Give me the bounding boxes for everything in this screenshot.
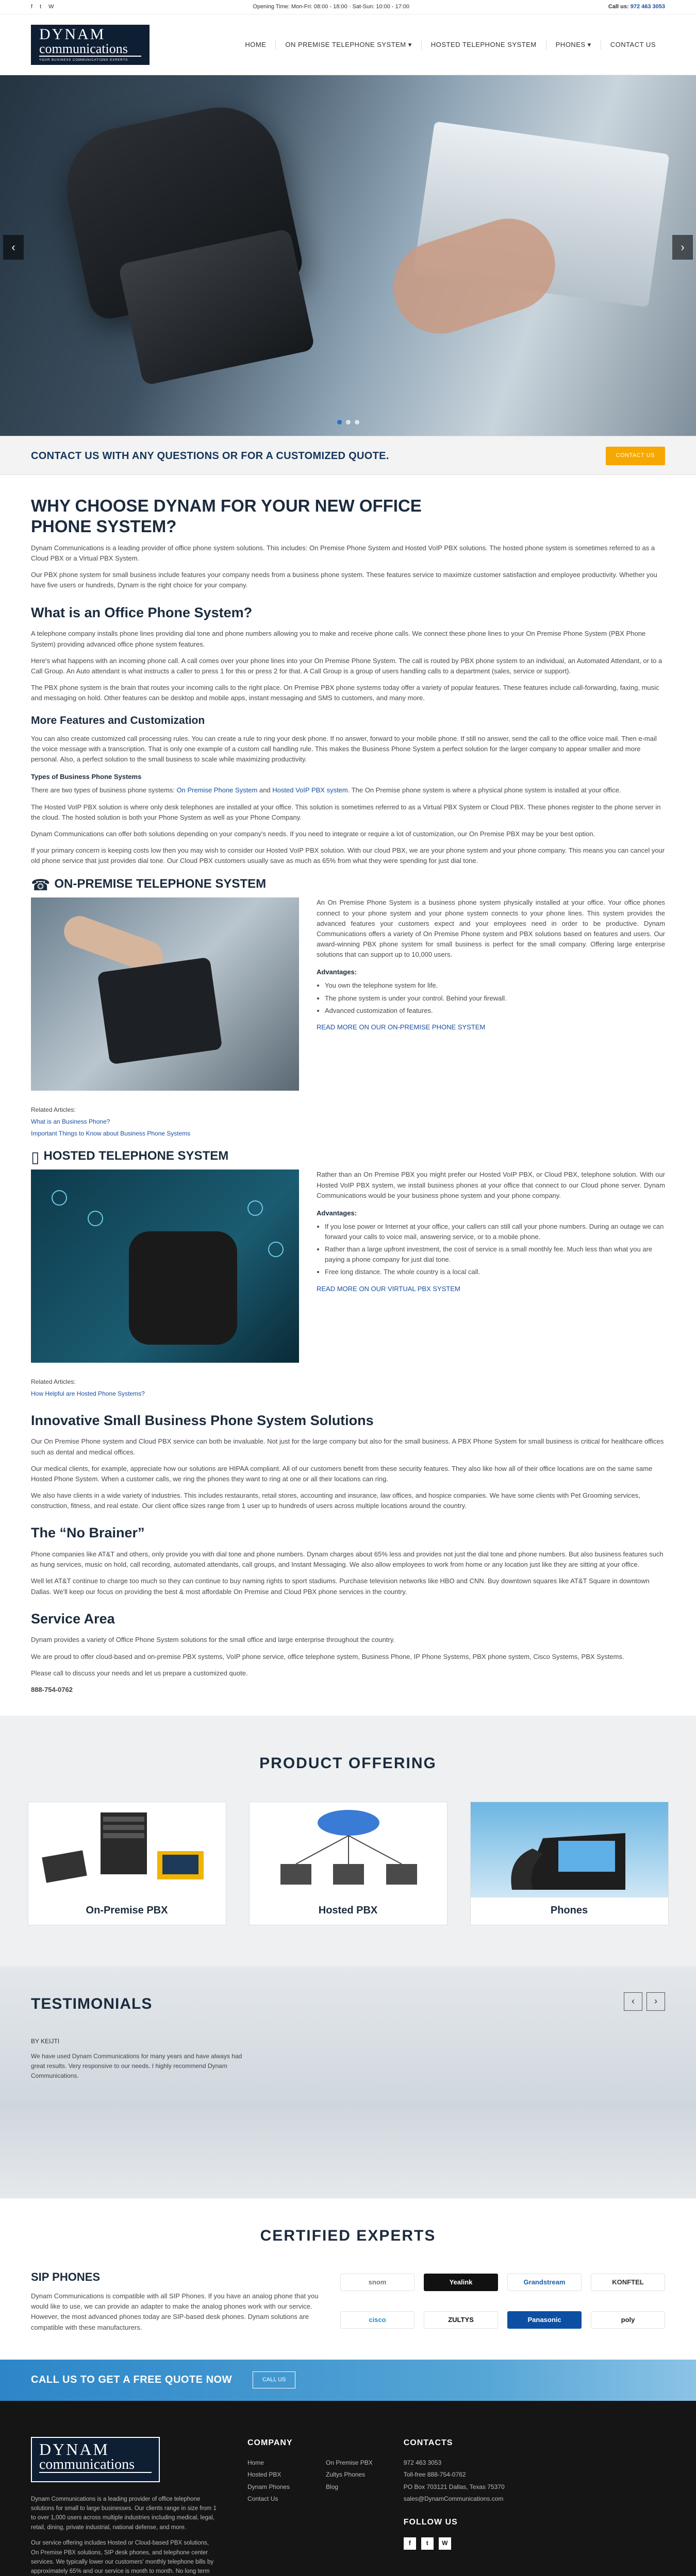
footer-company: COMPANY Home Hosted PBX Dynam Phones Contact Us On Premise PBX Zultys Phones Blog bbox=[247, 2437, 373, 2576]
onprem-phone bbox=[97, 957, 223, 1065]
brand-logo: Panasonic bbox=[507, 2311, 582, 2329]
list-item: • You own the telephone system for life. bbox=[325, 980, 665, 991]
free-quote-bar bbox=[0, 2360, 696, 2401]
top-phone-link[interactable]: 972 463 3053 bbox=[630, 4, 665, 10]
advantages-list bbox=[325, 980, 665, 1015]
free-quote-text: CALL US TO GET A FREE QUOTE NOW bbox=[31, 2374, 232, 2386]
hosted-text: Rather than an On Premise PBX you might prefer our Hosted VoIP PBX, or Cloud PBX, telephone solution. With our Hosted VoIP PBX system, we install business phones at your office that connect to our Cloud phone server. Dynam Communications would be your business phone system and your phone company. bbox=[317, 1171, 665, 1199]
paragraph: Our PBX phone system for small business include features your company needs from a business phone system. These features service to maximize customer satisfaction and employee productivity. Whether you have five users or hundreds, Dynam is the right choice for your company. bbox=[31, 571, 657, 589]
list-item: • If you lose power or Internet at your office, your callers can still call your phone numbers. During an outage we can forward your calls to voice mail, answering service, or to a mobile phone. bbox=[325, 1222, 665, 1242]
product-card-phones[interactable] bbox=[470, 1802, 669, 1925]
cloud-app-icon bbox=[88, 1211, 103, 1226]
sip-title: SIP PHONES bbox=[31, 2270, 101, 2284]
testimonial-quote: We have used Dynam Communications for many years and have always had great results. Very responsive to our needs. I highly recommend Dynam Communications. bbox=[31, 2052, 242, 2080]
read-more-onprem-link[interactable]: READ MORE ON OUR ON-PREMISE PHONE SYSTEM bbox=[317, 1023, 486, 1031]
hosted-title: ▯ HOSTED TELEPHONE SYSTEM bbox=[31, 1149, 229, 1166]
product-card-hosted[interactable] bbox=[249, 1802, 448, 1925]
footer-tollfree[interactable]: Toll-free 888-754-0762 bbox=[403, 2471, 466, 2479]
certified-experts bbox=[0, 2198, 696, 2339]
call-us-button[interactable]: CALL US bbox=[253, 2371, 295, 2388]
top-social bbox=[31, 3, 54, 11]
section-heading: Service Area bbox=[31, 1611, 115, 1626]
types-heading: Types of Business Phone Systems bbox=[31, 773, 142, 781]
slider-dot[interactable] bbox=[337, 420, 342, 425]
phone-handset-icon: ☎ bbox=[31, 877, 51, 894]
brand-logo: ZULTYS bbox=[424, 2311, 498, 2329]
nav-phones[interactable]: PHONES ▾ bbox=[546, 40, 601, 50]
opening-hours: Opening Time: Mon-Fri: 08:00 - 18:00 · Sat-Sun: 10:00 - 17:00 bbox=[253, 4, 410, 10]
hosted-pbx-image bbox=[250, 1802, 447, 1897]
product-label: Hosted PBX bbox=[318, 1904, 378, 1916]
facebook-icon[interactable]: f bbox=[31, 4, 33, 10]
product-label: On-Premise PBX bbox=[86, 1904, 168, 1916]
sip-text: Dynam Communications is compatible with all SIP Phones. If you have an analog phone that you would like to use, we can provide an adapter to make the analog phones work with our service. However, the most advanced phones today are SIP-based desk phones. Dynam solutions are compatible with these manufacturers. bbox=[31, 2292, 319, 2331]
footer-link[interactable]: Hosted PBX bbox=[247, 2471, 281, 2479]
list-item: • The phone system is under your control. Behind your firewall. bbox=[325, 993, 665, 1004]
brand-logo: cisco bbox=[340, 2311, 415, 2329]
related-article-link[interactable]: How Helpful are Hosted Phone Systems? bbox=[31, 1389, 145, 1397]
footer-contacts: CONTACTS 972 463 3053 Toll-free 888-754-0762 PO Box 703121 Dallas, Texas 75370 sales@DynamCommunications.com FOLLOW US f t W bbox=[404, 2437, 505, 2576]
footer-about: Our service offering includes Hosted or Cloud-based PBX solutions, On Premise PBX solutions, SIP desk phones, and telephone center services. We typically lower our customers' monthly telephone bills by approximately 65% and our service is month to month. No long term bbox=[31, 2540, 214, 2575]
brand-logo: KONFTEL bbox=[591, 2274, 665, 2291]
onprem-feature bbox=[31, 897, 665, 1091]
paragraph: A telephone company installs phone lines providing dial tone and phone numbers allowing you to make and receive phone calls. We connect these phone lines to your On Premise Phone System (PBX Phone System) providing advanced office phone system features. bbox=[31, 630, 646, 648]
list-item: • Free long distance. The whole country is a local call. bbox=[325, 1267, 665, 1277]
hosted-voip-link[interactable]: Hosted VoIP PBX system bbox=[272, 786, 348, 794]
paragraph: The PBX phone system is the brain that routes your incoming calls to the right place. On Premise PBX phone systems today offer a variety of popular features. These features include call-forwarding, faxing, music and messaging on hold. Other features can be desktop and mobile apps, instant messaging and SMS to customers, and many more. bbox=[31, 683, 659, 702]
contact-us-button[interactable]: CONTACT US bbox=[606, 447, 666, 465]
site-logo[interactable]: DYNAM communications YOUR BUSINESS COMMUNICATIONS EXPERTS bbox=[31, 25, 150, 65]
slider-dot[interactable] bbox=[346, 420, 351, 425]
paragraph: You can also create customized call processing rules. You can create a rule to ring your desk phone. If no answer, forward to your mobile phone. If still no answer, send the call to the office voice mail. Then e-mail the voice message with a transcription. That is only one example of a custom call handling rule. This makes the Business Phone System a perfect solution for the larger company to appear smaller and more personal. Also, a perfect solution to the small business to scale while maximizing productivity. bbox=[31, 734, 657, 764]
section-heading: The “No Brainer” bbox=[31, 1525, 145, 1541]
paragraph: Dynam Communications can offer both solutions depending on your company's needs. If you need to integrate or require a lot of customization, our On Premise PBX may be your best option. bbox=[31, 829, 595, 838]
section-subheading: More Features and Customization bbox=[31, 715, 205, 727]
footer-link[interactable]: On Premise PBX bbox=[326, 2459, 373, 2466]
footer-address: PO Box 703121 Dallas, Texas 75370 bbox=[403, 2483, 505, 2490]
paragraph: We are proud to offer cloud-based and on-premise PBX systems, VoIP phone service, office telephone system, Business Phone, IP Phone Systems, PBX phone system, Cisco Systems, PBX Systems. bbox=[31, 1652, 624, 1660]
cta-text: CONTACT US WITH ANY QUESTIONS OR FOR A CUSTOMIZED QUOTE. bbox=[31, 450, 389, 462]
top-bar bbox=[0, 0, 696, 14]
onprem-text: An On Premise Phone System is a business phone system physically installed at your office. Your office phones connect to your phone system and your phone system connects to your phone lines. This system provides the advanced features your customers expect and your employees need in order to be productive. Dynam Communications offers a variety of On Premise Phone system and PBX solutions based on features and users. Our award-winning PBX phone system for small business is perfect for the small company. Offering large enterprise solutions that can support up to 10,000 users. bbox=[317, 899, 665, 959]
paragraph: Well let AT&T continue to charge too much so they can continue to buy naming rights to sport stadiums. Purchase television networks like HBO and CNN. Buy downtown squares like AT&T Square in downtown Dallas. We'll keep our focus on providing the best & most affordable On Premise and Cloud PBX phone services in the country. bbox=[31, 1577, 650, 1596]
footer-logo[interactable]: DYNAM communications bbox=[31, 2437, 160, 2482]
hosted-phone bbox=[129, 1231, 237, 1345]
advantages-list bbox=[325, 1222, 665, 1278]
paragraph: Phone companies like AT&T and others, only provide you with dial tone and phone numbers. Dynam charges about 65% less and provides not just the dial tone and phone numbers. But also business features such as hung services, music on hold, call recording, automated attendants, call groups, and Instant Messaging. We also allow employees to work from home or any location just like they are sitting at your office. bbox=[31, 1550, 664, 1569]
product-label: Phones bbox=[550, 1904, 588, 1916]
nav-home[interactable]: HOME bbox=[245, 40, 267, 48]
advantages-heading: Advantages: bbox=[317, 968, 357, 976]
onprem-title: ☎ ON-PREMISE TELEPHONE SYSTEM bbox=[31, 877, 267, 894]
main-nav bbox=[236, 40, 665, 50]
main-content bbox=[0, 475, 696, 1695]
wordpress-icon[interactable]: W bbox=[48, 4, 54, 10]
experts-title: CERTIFIED EXPERTS bbox=[260, 2227, 436, 2244]
paragraph: If your primary concern is keeping costs low then you may wish to consider our Hosted VoIP PBX solution. With our cloud PBX, we are your phone system and your phone company. This means you can cancel your old phone service that just provides dial tone. Our Cloud PBX customers usually save as much as 65% from what they were spending for just dial tone. bbox=[31, 846, 665, 865]
testimonial-author: BY KEIJTI bbox=[31, 2038, 60, 2045]
slider-prev-arrow-icon[interactable]: ‹ bbox=[3, 235, 24, 260]
footer-link[interactable]: Home bbox=[247, 2459, 264, 2466]
nav-contact[interactable]: CONTACT US bbox=[601, 40, 665, 50]
brand-logos bbox=[340, 2268, 665, 2339]
mobile-phone-icon: ▯ bbox=[31, 1149, 40, 1166]
cloud-app-icon bbox=[268, 1242, 284, 1257]
brand-logo: Grandstream bbox=[507, 2274, 582, 2291]
list-item: • Advanced customization of features. bbox=[325, 1006, 665, 1016]
hosted-image bbox=[31, 1170, 299, 1363]
brand-logo: Yealink bbox=[424, 2274, 498, 2291]
related-article-link[interactable]: What is an Business Phone? bbox=[31, 1117, 110, 1125]
testimonial-prev-icon[interactable]: ‹ bbox=[624, 1992, 642, 2011]
footer-phone[interactable]: 972 463 3053 bbox=[403, 2459, 442, 2466]
onprem-related: Related Articles: What is an Business Phone? Important Things to Know about Business Phone Systems bbox=[31, 1106, 191, 1137]
testimonial-next-icon[interactable]: › bbox=[647, 1992, 665, 2011]
paragraph: We also have clients in a wide variety of industries. This includes restaurants, retail stores, accounting and insurance, law offices, and hospice companies. We have some clients with Pet Grooming services, construction, fitness, and real estate. Our client office sizes range from 1 user up to hundreds of users across multiple locations around the country. bbox=[31, 1491, 640, 1510]
hosted-feature bbox=[31, 1170, 665, 1363]
advantages-heading: Advantages: bbox=[317, 1209, 357, 1217]
product-offering bbox=[0, 1716, 696, 1967]
onprem-image bbox=[31, 897, 299, 1091]
section-heading: Innovative Small Business Phone System Solutions bbox=[31, 1412, 374, 1428]
site-header bbox=[0, 14, 696, 75]
phones-image bbox=[471, 1802, 668, 1897]
nav-hosted[interactable]: HOSTED TELEPHONE SYSTEM bbox=[421, 40, 546, 50]
slider-next-arrow-icon[interactable]: › bbox=[672, 235, 693, 260]
section-heading: What is an Office Phone System? bbox=[31, 604, 253, 620]
twitter-icon[interactable]: t bbox=[40, 4, 42, 10]
page-title: WHY CHOOSE DYNAM FOR YOUR NEW OFFICE PHONE SYSTEM? bbox=[31, 496, 422, 536]
contact-cta-bar bbox=[0, 436, 696, 475]
testimonials-section bbox=[0, 1967, 696, 2198]
product-card-onpremise[interactable] bbox=[28, 1802, 226, 1925]
paragraph: Dynam provides a variety of Office Phone System solutions for the small office and large enterprise throughout the country. bbox=[31, 1636, 395, 1644]
wordpress-icon[interactable]: W bbox=[439, 2537, 451, 2550]
slider-dots bbox=[0, 420, 696, 425]
slider-dot[interactable] bbox=[355, 420, 359, 425]
sales-phone[interactable]: 888-754-0762 bbox=[31, 1685, 73, 1693]
brand-logo: snom bbox=[340, 2274, 415, 2291]
footer-link[interactable]: Zultys Phones bbox=[326, 2471, 366, 2479]
site-footer bbox=[0, 2401, 696, 2576]
twitter-icon[interactable]: t bbox=[421, 2537, 434, 2550]
paragraph: Here's what happens with an incoming phone call. A call comes over your phone lines into your On Premise Phone System. The call is routed by PBX phone system to an individual, an Automated Attendant, or to a Call Group. An Auto attendant is what instructs a caller to press 1 for this or press 2 for that. A Call Group is a group of users handling calls to a department (sales, service or support). bbox=[31, 656, 662, 675]
read-more-hosted-link[interactable]: READ MORE ON OUR VIRTUAL PBX SYSTEM bbox=[317, 1284, 460, 1293]
cloud-app-icon bbox=[52, 1190, 67, 1206]
hosted-related: Related Articles: How Helpful are Hosted Phone Systems? bbox=[31, 1378, 145, 1397]
brand-logo: poly bbox=[591, 2311, 665, 2329]
paragraph: The Hosted VoIP PBX solution is where only desk telephones are installed at your office. This solution is sometimes referred to as a Virtual PBX System or Cloud PBX. These phones register to the phone server in the cloud. The hosted solution is both your Phone System as well as your Phone Company. bbox=[31, 803, 661, 821]
products-title: PRODUCT OFFERING bbox=[259, 1755, 437, 1772]
paragraph: Please call to discuss your needs and let us prepare a customized quote. bbox=[31, 1669, 248, 1677]
footer-link[interactable]: Dynam Phones bbox=[247, 2483, 290, 2490]
facebook-icon[interactable]: f bbox=[404, 2537, 416, 2550]
list-item: • Rather than a large upfront investment, the cost of service is a small monthly fee. Much less than what you are paying a phone company for just dial tone. bbox=[325, 1244, 665, 1265]
paragraph: There are two types of business phone systems: On Premise Phone System and Hosted VoIP PBX system. The On Premise phone system is where a physical phone system is installed at your office. bbox=[31, 786, 621, 794]
footer-email[interactable]: sales@DynamCommunications.com bbox=[403, 2495, 504, 2503]
footer-link[interactable]: Contact Us bbox=[247, 2495, 278, 2503]
call-us: Call us: 972 463 3053 bbox=[608, 4, 665, 10]
paragraph: Our On Premise Phone system and Cloud PBX service can both be invaluable. Not just for the large company but also for the small business. A PBX Phone System for small business is critical for healthcare offices such as dental and medical offices. bbox=[31, 1437, 664, 1456]
on-premise-link[interactable]: On Premise Phone System bbox=[176, 786, 258, 794]
onpremise-pbx-image bbox=[28, 1802, 226, 1897]
cloud-app-icon bbox=[247, 1200, 263, 1216]
paragraph: Dynam Communications is a leading provider of office phone system solutions. This includes: On Premise Phone System and Hosted VoIP PBX solutions. The hosted phone system is sometimes referred to as a Cloud PBX or a Virtual PBX System. bbox=[31, 544, 655, 563]
hero-slider bbox=[0, 75, 696, 436]
paragraph: Our medical clients, for example, appreciate how our solutions are HIPAA compliant. All of our customers benefit from these security features. They also like how all of their office locations are on the same same Hosted Phone System. When a customer calls, we ring the phones they want to ring at one or all their locations can ring. bbox=[31, 1464, 653, 1483]
testimonials-title: TESTIMONIALS bbox=[31, 1995, 153, 2012]
related-article-link[interactable]: Important Things to Know about Business Phone Systems bbox=[31, 1129, 191, 1137]
footer-about: Dynam Communications is a leading provider of office telephone solutions for small to large businesses. Our clients range in size from 1 to over 1,000 users across multiple industries including medical, legal, retail, dining, private industrial, national defense, and more. bbox=[31, 2496, 217, 2531]
footer-link[interactable]: Blog bbox=[326, 2483, 339, 2490]
nav-on-premise[interactable]: ON PREMISE TELEPHONE SYSTEM ▾ bbox=[275, 40, 421, 50]
